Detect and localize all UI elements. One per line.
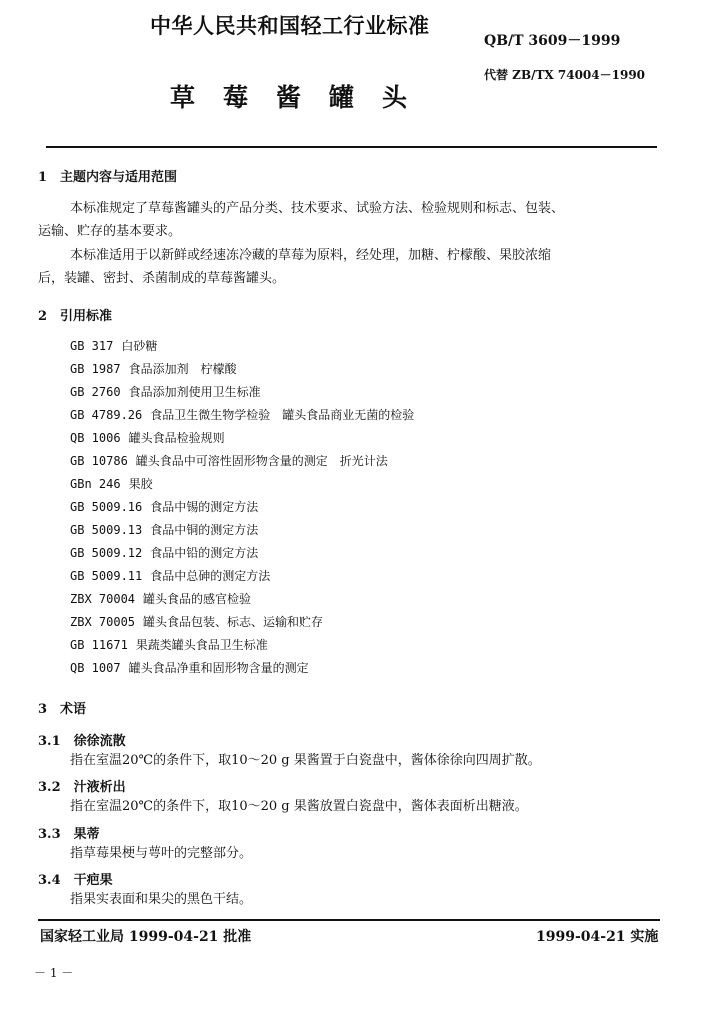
- term-3-3-heading: 3.3 果蒂: [38, 827, 100, 842]
- reference-name: 食品中锡的测定方法: [150, 500, 259, 514]
- reference-code: GB 10786: [70, 454, 128, 468]
- term-3-4-definition: 指果实表面和果尖的黑色干结。: [70, 892, 253, 907]
- reference-code: ZBX 70005: [70, 615, 136, 629]
- standard-number: QB/T 3609－1999: [484, 33, 621, 49]
- reference-item: [70, 590, 251, 607]
- reference-item: [70, 429, 225, 446]
- term-3-1-heading: 3.1 徐徐流散: [38, 734, 126, 749]
- replaces-note: 代替 ZB/TX 74004－1990: [484, 68, 646, 82]
- reference-name: 罐头食品检验规则: [128, 431, 225, 445]
- reference-item: [70, 613, 323, 630]
- reference-code: GB 1987: [70, 362, 121, 376]
- reference-item: [70, 383, 261, 400]
- section-1-heading: 1 主题内容与适用范围: [38, 170, 178, 185]
- reference-code: GB 5009.13: [70, 523, 143, 537]
- section-1-paragraph-2-line-1: 本标准适用于以新鲜或经速冻冷藏的草莓为原料，经处理，加糖、柠檬酸、果胶浓缩: [70, 248, 552, 263]
- document-title: 草莓酱罐头: [170, 83, 436, 112]
- section-3-heading: 3 术语: [38, 702, 87, 717]
- reference-name: 白砂糖: [121, 339, 158, 353]
- agency-title: 中华人民共和国轻工行业标准: [150, 13, 430, 38]
- term-3-4-heading: 3.4 干疤果: [38, 873, 113, 888]
- reference-item: [70, 521, 258, 538]
- reference-name: 罐头食品的感官检验: [143, 592, 252, 606]
- reference-code: GB 2760: [70, 385, 121, 399]
- reference-name: 果胶: [128, 477, 153, 491]
- term-3-1-definition: 指在室温20℃的条件下，取10～20 g 果酱置于白瓷盘中，酱体徐徐向四周扩散。: [70, 753, 541, 768]
- effective-date: 1999-04-21 实施: [536, 929, 659, 945]
- footer-divider: [38, 919, 660, 921]
- reference-name: 罐头食品包装、标志、运输和贮存: [143, 615, 324, 629]
- reference-code: GBn 246: [70, 477, 121, 491]
- reference-code: GB 5009.12: [70, 546, 143, 560]
- reference-item: [70, 498, 258, 515]
- section-2-heading: 2 引用标准: [38, 309, 113, 324]
- reference-code: QB 1006: [70, 431, 121, 445]
- term-3-2-definition: 指在室温20℃的条件下，取10～20 g 果酱放置白瓷盘中，酱体表面析出糖液。: [70, 799, 528, 814]
- reference-code: GB 5009.11: [70, 569, 143, 583]
- section-1-paragraph-1-line-2: 运输、贮存的基本要求。: [38, 224, 182, 239]
- reference-name: 罐头食品净重和固形物含量的测定: [128, 661, 309, 675]
- reference-code: GB 4789.26: [70, 408, 143, 422]
- reference-item: [70, 659, 309, 676]
- reference-item: [70, 567, 270, 584]
- reference-code: GB 11671: [70, 638, 128, 652]
- reference-item: [70, 544, 258, 561]
- reference-name: 食品中铅的测定方法: [150, 546, 259, 560]
- reference-item: [70, 337, 157, 354]
- reference-name: 食品卫生微生物学检验 罐头食品商业无菌的检验: [150, 408, 415, 422]
- reference-name: 果蔬类罐头食品卫生标准: [135, 638, 268, 652]
- section-1-paragraph-1-line-1: 本标准规定了草莓酱罐头的产品分类、技术要求、试验方法、检验规则和标志、包装、: [70, 201, 565, 216]
- reference-name: 食品添加剂使用卫生标准: [128, 385, 261, 399]
- reference-code: ZBX 70004: [70, 592, 136, 606]
- approval-date: 国家轻工业局 1999-04-21 批准: [40, 929, 252, 945]
- reference-code: QB 1007: [70, 661, 121, 675]
- reference-name: 食品中总砷的测定方法: [150, 569, 271, 583]
- reference-item: [70, 452, 388, 469]
- reference-name: 食品添加剂 柠檬酸: [128, 362, 237, 376]
- reference-item: [70, 406, 414, 423]
- reference-name: 罐头食品中可溶性固形物含量的测定 折光计法: [135, 454, 388, 468]
- reference-code: GB 5009.16: [70, 500, 143, 514]
- reference-name: 食品中铜的测定方法: [150, 523, 259, 537]
- term-3-3-definition: 指草莓果梗与萼叶的完整部分。: [70, 846, 253, 861]
- reference-item: [70, 636, 268, 653]
- reference-code: GB 317: [70, 339, 114, 353]
- reference-item: [70, 360, 237, 377]
- reference-item: [70, 475, 153, 492]
- term-3-2-heading: 3.2 汁液析出: [38, 780, 126, 795]
- section-1-paragraph-2-line-2: 后，装罐、密封、杀菌制成的草莓酱罐头。: [38, 271, 286, 286]
- header-divider: [46, 146, 657, 148]
- page-number: － 1 －: [34, 966, 74, 980]
